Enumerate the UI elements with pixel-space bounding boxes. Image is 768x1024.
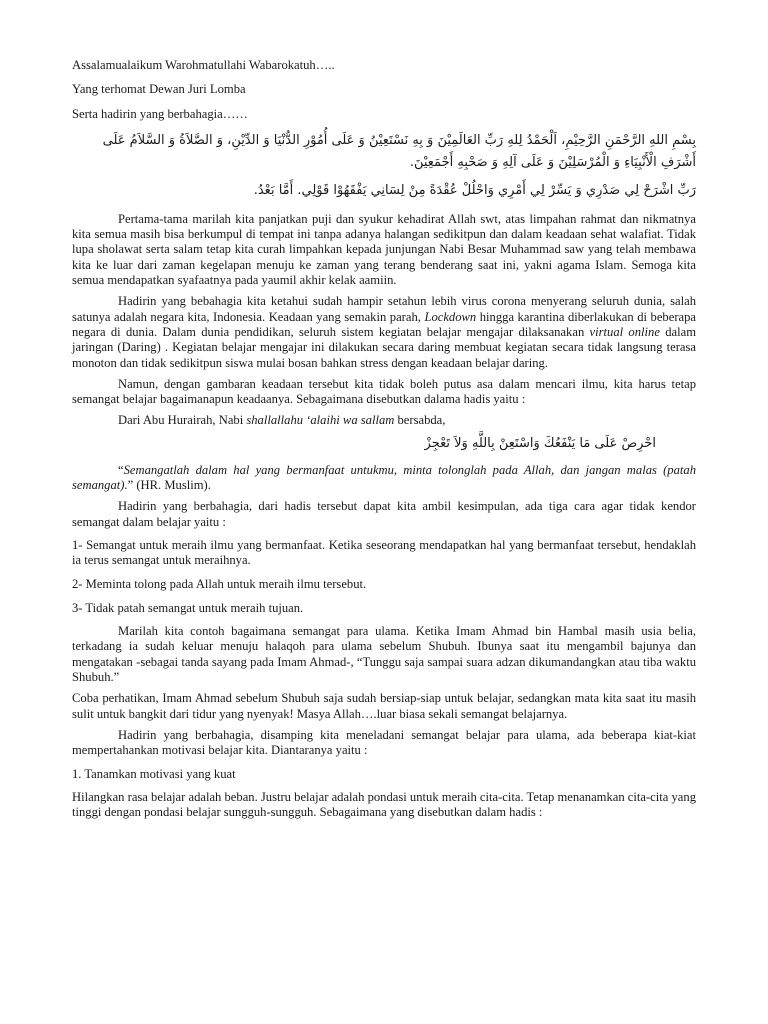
paragraph-tips-intro: Hadirin yang berbahagia, disamping kita meneladani semangat belajar para ulama, ada beberapa kiat-kiat mempertahankan motivasi belajar kita. Diantaranya yaitu : xyxy=(72,727,696,758)
salutation-italic: shallallahu ‘alaihi wa sallam xyxy=(246,413,395,428)
greeting-audience: Serta hadirin yang berbahagia…… xyxy=(72,106,248,121)
list-item-3: 3- Tidak patah semangat untuk meraih tujuan. xyxy=(72,600,304,615)
salam-line: Assalamualaikum Warohmatullahi Wabarokatuh….. xyxy=(72,58,335,72)
paragraph-pandemic xyxy=(72,294,696,370)
paragraph-pandemic-part1: Hadirin yang bebahagia kita ketahui sudah hampir setahun lebih virus corona menyerang seluruh dunia, salah satunya adalah negara kita, Indonesia. Keadaan yang semakin parah, xyxy=(72,294,696,324)
virtual-online-term: virtual online xyxy=(589,324,660,339)
paragraph-pandemic-part3: dalam jaringan (Daring) . Kegiatan belajar mengajar ini dilakukan secara daring membuat kegiatan secara tidak langsung terasa monoton dan tidak sedikitpun siswa mulai bosan bahkan stress dengan keadaan belajar daring. xyxy=(72,324,696,370)
translation-italic: Semangatlah dalam hal yang bermanfaat untukmu, minta tolonglah pada Allah, dan jangan malas (patah semangat). xyxy=(72,462,696,493)
paragraph-opening: Pertama-tama marilah kita panjatkan puji dan syukur kehadirat Allah swt, atas limpahan rahmat dan nikmatnya kita semua masih bisa berkumpul di tempat ini tanpa adanya halangan sedikitpun dan dalam keadaan sehat walafiat. Tidak lupa sholawat serta salam tetap kita curah limpahkan kepada junjungan Nabi Besar Muhammad saw yang telah membawa kita ke luar dari zaman kegelapan menuju ke zaman yang terang benderang saat ini, yakni agama Islam. Semoga kita semua mendapatkan syafaatnya pada yaumil akhir kelak aamiin. xyxy=(72,211,696,288)
quote-close: ” (HR. Muslim). xyxy=(127,478,211,493)
paragraph-imam-ahmad: Marilah kita contoh bagaimana semangat para ulama. Ketika Imam Ahmad bin Hambal masih usia belia, terkadang ia sudah keluar menuju halaqoh para ulama sebelum Shubuh. Ibunya saat itu mengambil bajunya dan mengatakan -sebagai tanda sayang pada Imam Ahmad-, “Tunggu saja sampai suara adzan dikumandangkan atau tiba waktu Shubuh.” xyxy=(72,624,696,685)
lockdown-term: Lockdown xyxy=(424,309,477,324)
tip-heading-1: 1. Tanamkan motivasi yang kuat xyxy=(72,766,236,781)
arabic-hadith: احْرِصْ عَلَى مَا يَنْفَعُكَ وَاسْتَعِنْ بِاللَّهِ وَلاَ تَعْجِزْ xyxy=(424,435,656,451)
paragraph-reflection: Coba perhatikan, Imam Ahmad sebelum Shubuh saja sudah bersiap-siap untuk belajar, sedangkan mata kita saat itu masih sulit untuk bangkit dari tidur yang nyenyak! Masya Allah….luar biasa sekali semangat belajarnya. xyxy=(72,691,696,721)
hadith-intro xyxy=(72,413,696,428)
hadith-intro-part1: Dari Abu Hurairah, Nabi xyxy=(118,413,247,428)
paragraph-encouragement: Namun, dengan gambaran keadaan tersebut kita tidak boleh putus asa dalam mencari ilmu, kita harus tetap semangat belajar bagaimanapun keadaanya. Sebagaimana disebutkan dalama hadis yaitu : xyxy=(72,376,696,407)
greeting-jury: Yang terhomat Dewan Juri Lomba xyxy=(72,82,246,97)
paragraph-tip-1: Hilangkan rasa belajar adalah beban. Justru belajar adalah pondasi untuk meraih cita-cita. Tetap menanamkan cita-cita yang tinggi dengan pondasi belajar sungguh-sungguh. Sebagaimana yang disebutkan dalam hadis : xyxy=(72,789,696,820)
quote-open: “ xyxy=(118,462,124,477)
paragraph-conclusion: Hadirin yang berbahagia, dari hadis tersebut dapat kita ambil kesimpulan, ada tiga cara agar tidak kendor semangat dalam belajar yaitu : xyxy=(72,499,696,529)
hadith-intro-part2: bersabda, xyxy=(394,413,446,428)
list-item-1: 1- Semangat untuk meraih ilmu yang bermanfaat. Ketika seseorang mendapatkan hal yang bermanfaat tersebut, hendaklah ia terus semangat untuk meraihnya. xyxy=(72,537,696,568)
hadith-translation xyxy=(72,463,696,494)
arabic-opening: بِسْمِ اللهِ الرَّحْمَنِ الرَّحِيْمِ، اَلْحَمْدُ لِلهِ رَبِّ العَالَمِيْنَ وَ بِهِ نَسْتَعِيْنُ وَ عَلَى أُمُوْرِ الدُّنْيَا وَ الدِّيْنِ، وَ الصَّلاَةُ وَ السَّلاَمُ عَلَى أَشْرَفِ الْأَنْبِيَاءِ وَ الْمُرْسَلِيْنَ وَ عَلَى آلِهِ وَ صَحْبِهِ أَجْمَعِيْنَ. xyxy=(102,132,696,170)
list-item-2: 2- Meminta tolong pada Allah untuk meraih ilmu tersebut. xyxy=(72,576,367,591)
arabic-doa: رَبِّ اشْرَحْ لِي صَدْرِي وَ يَسِّرْ لِي أَمْرِي وَاحْلُلْ عُقْدَةً مِنْ لِسَانِي يَفْقَهُوْا قَوْلِي. أَمَّا بَعْدُ. xyxy=(253,182,696,198)
paragraph-pandemic-part2: hingga karantina diberlakukan di beberapa negara di dunia. Dalam dunia pendidikan, seluruh sistem kegiatan belajar mengajar dilaksanakan xyxy=(72,309,696,339)
